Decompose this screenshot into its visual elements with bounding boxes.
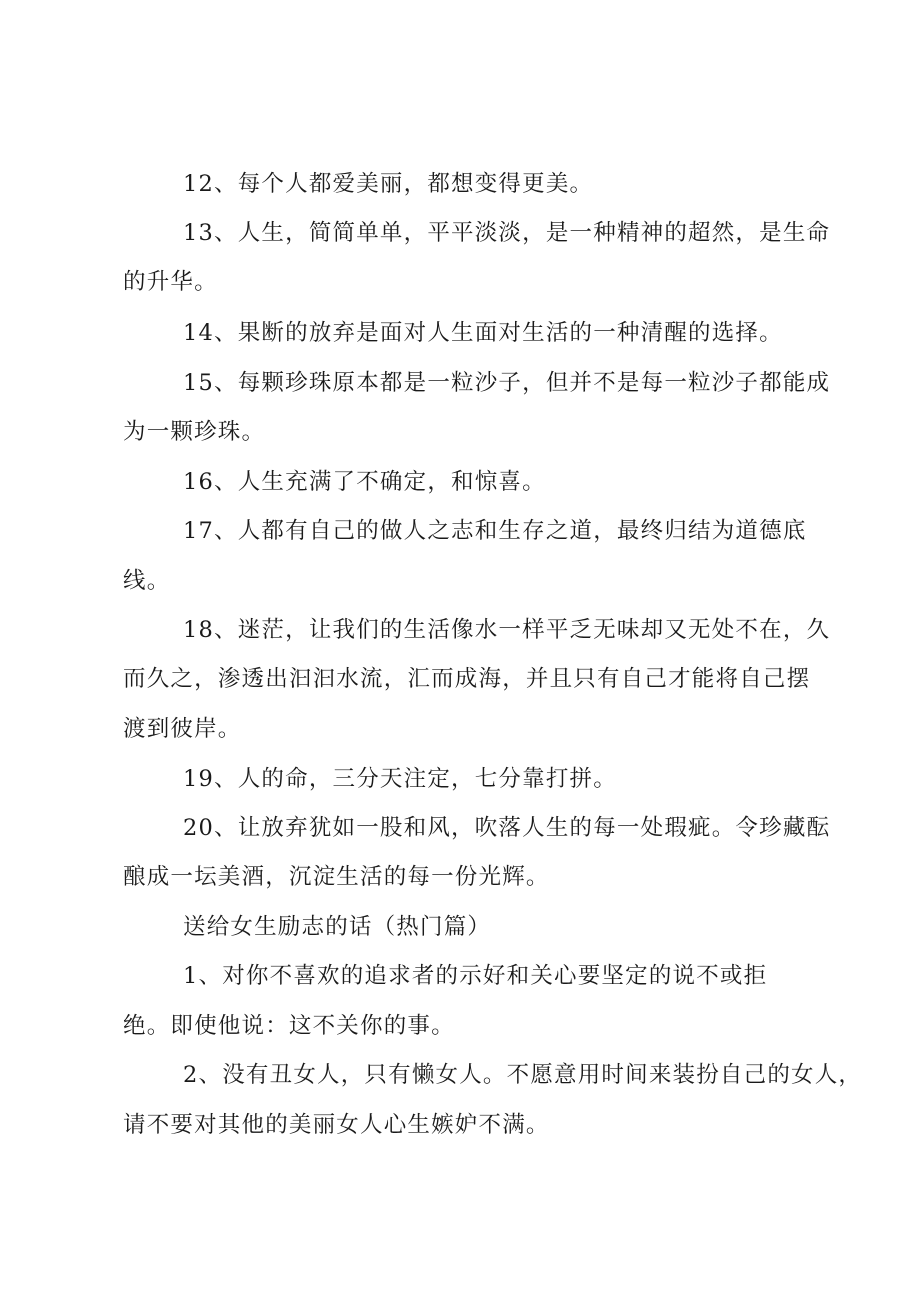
text-line: 14、果断的放弃是面对人生面对生活的一种清醒的选择。 [183,320,783,346]
text-line: 2、没有丑女人，只有懒女人。不愿意用时间来装扮自己的女人， [183,1062,863,1088]
text-line: 13、人生，简简单单，平平淡淡，是一种精神的超然，是生命 [183,220,831,246]
text-line: 18、迷茫，让我们的生活像水一样平乏无味却又无处不在，久 [183,617,831,643]
text-line: 而久之，渗透出汩汩水流，汇而成海，并且只有自己才能将自己摆 [123,666,811,692]
text-line: 15、每颗珍珠原本都是一粒沙子，但并不是每一粒沙子都能成 [183,370,831,396]
text-line: 绝。即使他说：这不关你的事。 [123,1013,455,1039]
text-line: 16、人生充满了不确定，和惊喜。 [183,469,546,495]
text-line: 12、每个人都爱美丽，都想变得更美。 [183,171,594,197]
text-line: 为一颗珍珠。 [123,419,266,445]
text-line: 线。 [123,568,171,594]
text-line: 17、人都有自己的做人之志和生存之道，最终归结为道德底 [183,518,807,544]
text-line: 20、让放弃犹如一股和风，吹落人生的每一处瑕疵。令珍藏酝 [183,815,831,841]
text-line: 酿成一坛美酒，沉淀生活的每一份光辉。 [123,864,550,890]
text-line: 渡到彼岸。 [123,716,242,742]
text-line: 的升华。 [123,269,218,295]
text-line: 请不要对其他的美丽女人心生嫉妒不满。 [123,1112,550,1138]
text-line: 1、对你不喜欢的追求者的示好和关心要坚定的说不或拒 [183,963,768,989]
text-line: 19、人的命，三分天注定，七分靠打拼。 [183,766,617,792]
section-heading: 送给女生励志的话（热门篇） [183,914,492,940]
